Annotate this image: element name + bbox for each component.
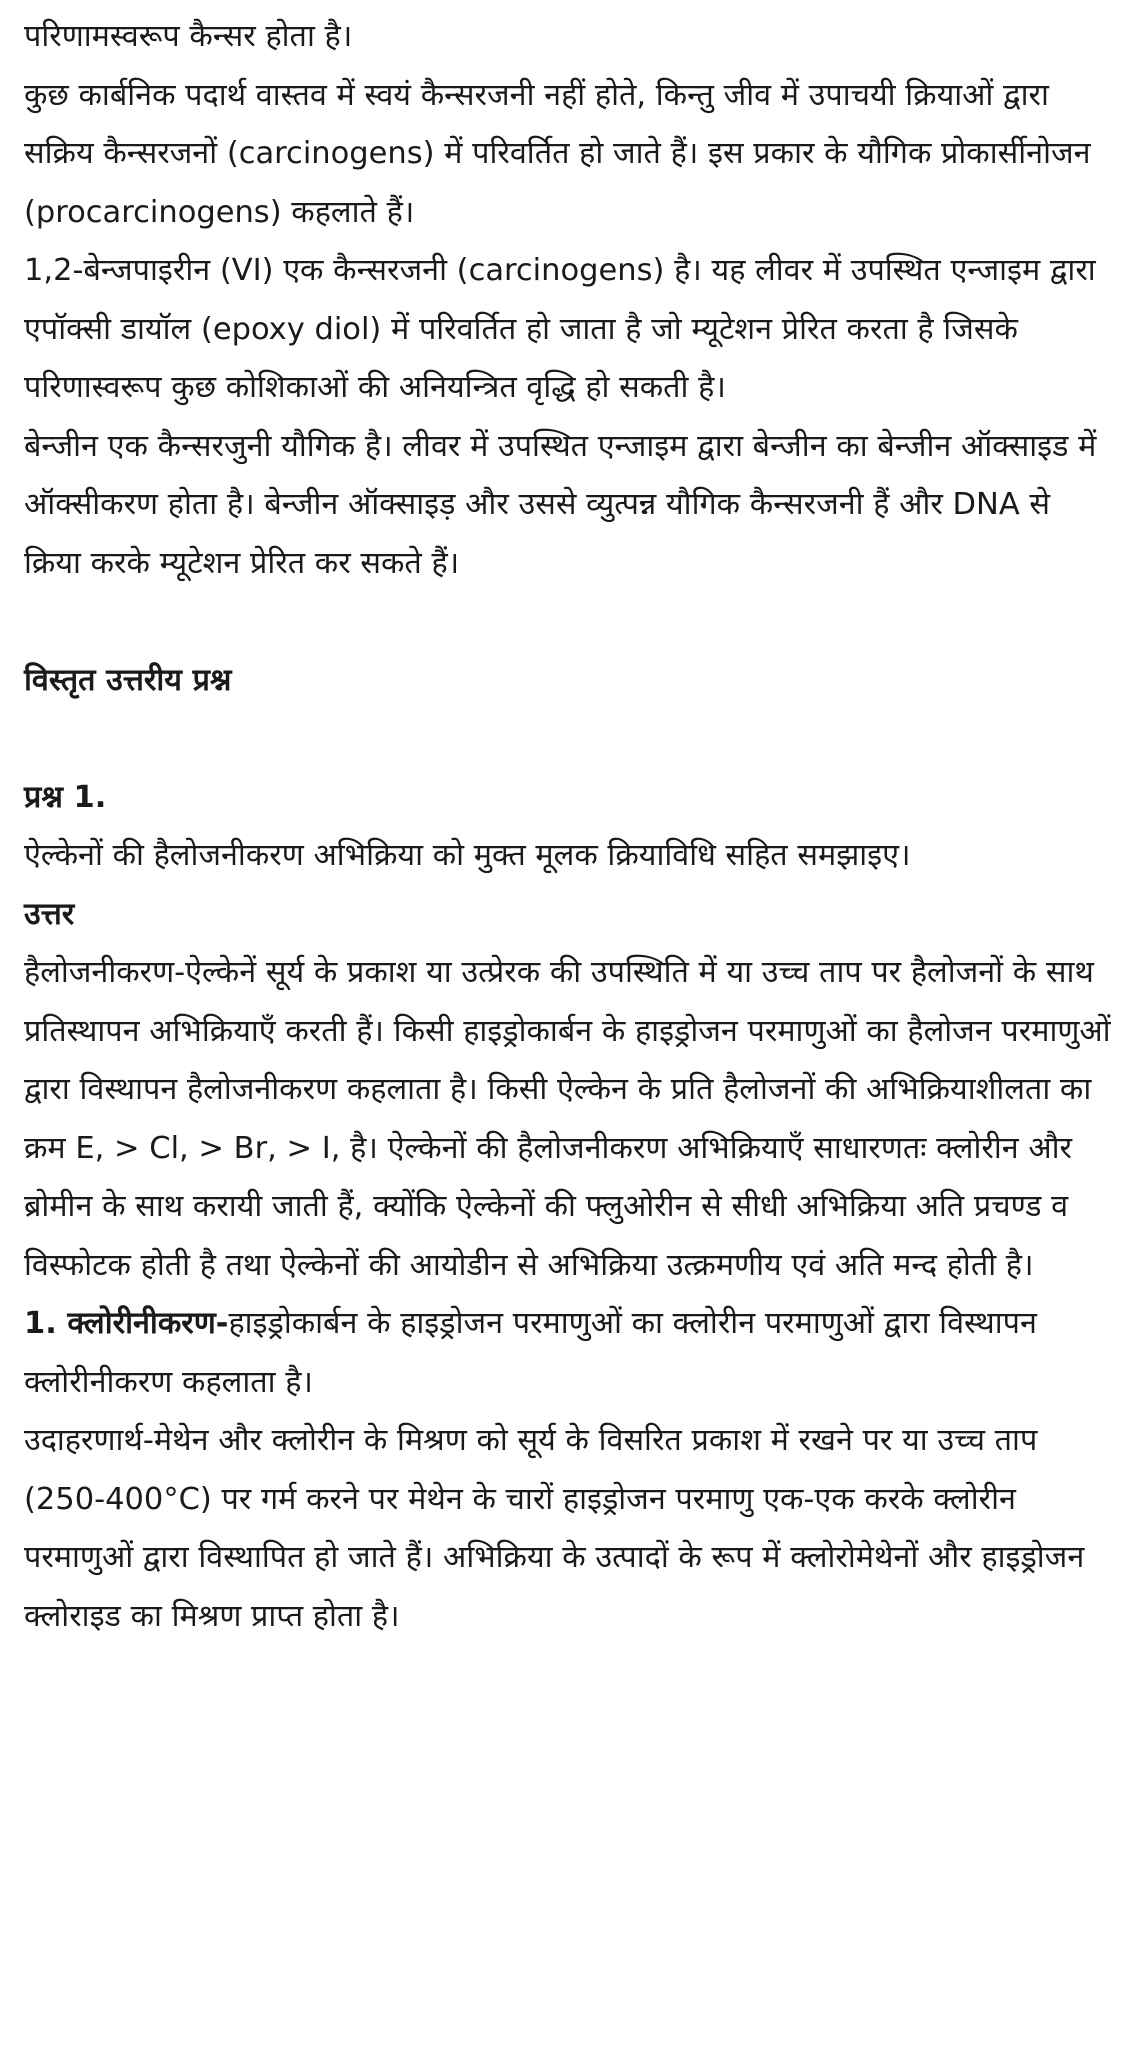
paragraph-benzpyrene: 1,2-बेन्जपाइरीन (VI) एक कैन्सरजनी (carcinogens) है। यह लीवर में उपस्थित एन्जाइम द्वारा एपॉक्सी डायॉल (epoxy diol) में परिवर्तित हो जाता है जो म्यूटेशन प्रेरित करता है जिसके परिणास्वरूप कुछ कोशिकाओं की अनियन्त्रित वृद्धि हो सकती है।	[24, 253, 1096, 405]
answer-label: उत्तर	[24, 896, 75, 932]
point-chlorination-text: हाइड्रोकार्बन के हाइड्रोजन परमाणुओं का क्लोरीन परमाणुओं द्वारा विस्थापन क्लोरीनीकरण कहलाता है।	[24, 1306, 1037, 1400]
paragraph-procarcinogens: कुछ कार्बनिक पदार्थ वास्तव में स्वयं कैन्सरजनी नहीं होते, किन्तु जीव में उपाचयी क्रियाओं द्वारा सक्रिय कैन्सरजनों (carcinogens) में परिवर्तित हो जाते हैं। इस प्रकार के यौगिक प्रोकार्सीनोजन (procarcinogens) कहलाते हैं।	[24, 77, 1091, 230]
spacer	[24, 593, 1114, 652]
question-text: ऐल्केनों की हैलोजनीकरण अभिक्रिया को मुक्त मूलक क्रियाविधि सहित समझाइए।	[24, 838, 911, 873]
answer-paragraph-halogenation: हैलोजनीकरण-ऐल्केनें सूर्य के प्रकाश या उत्प्रेरक की उपस्थिति में या उच्च ताप पर हैलोजनों के साथ प्रतिस्थापन अभिक्रियाएँ करती हैं। किसी हाइड्रोकार्बन के हाइड्रोजन परमाणुओं का हैलोजन परमाणुओं द्वारा विस्थापन हैलोजनीकरण कहलाता है। किसी ऐल्केन के प्रति हैलोजनों की अभिक्रियाशीलता का क्रम E, > Cl, > Br, > I, है। ऐल्केनों की हैलोजनीकरण अभिक्रियाएँ साधारणतः क्लोरीन और ब्रोमीन के साथ करायी जाती हैं, क्योंकि ऐल्केनों की फ्लुओरीन से सीधी अभिक्रिया अति प्रचण्ड व विस्फोटक होती है तथा ऐल्केनों की आयोडीन से अभिक्रिया उत्क्रमणीय एवं अति मन्द होती है।	[24, 955, 1111, 1283]
paragraph-intro-end: परिणामस्वरूप कैन्सर होता है।	[24, 19, 353, 54]
section-heading: विस्तृत उत्तरीय प्रश्न	[24, 662, 232, 698]
example-paragraph: उदाहरणार्थ-मेथेन और क्लोरीन के मिश्रण को सूर्य के विसरित प्रकाश में रखने पर या उच्च ताप (250-400°C) पर गर्म करने पर मेथेन के चारों हाइड्रोजन परमाणु एक-एक करके क्लोरीन परमाणुओं द्वारा विस्थापित हो जाते हैं। अभिक्रिया के उत्पादों के रूप में क्लोरोमेथेनों और हाइड्रोजन क्लोराइड का मिश्रण प्राप्त होता है।	[24, 1423, 1085, 1634]
question-label: प्रश्न 1.	[24, 779, 107, 815]
spacer	[24, 710, 1114, 769]
point-chlorination-label: 1. क्लोरीनीकरण-	[24, 1306, 229, 1341]
paragraph-benzene: बेन्जीन एक कैन्सरजुनी यौगिक है। लीवर में उपस्थित एन्जाइम द्वारा बेन्जीन का बेन्जीन ऑक्साइड में ऑक्सीकरण होता है। बेन्जीन ऑक्साइड़ और उससे व्युत्पन्न यौगिक कैन्सरजनी हैं और DNA से क्रिया करके म्यूटेशन प्रेरित कर सकते हैं।	[24, 428, 1097, 581]
point-chlorination	[24, 1295, 1114, 1412]
document-page	[24, 8, 1114, 1646]
